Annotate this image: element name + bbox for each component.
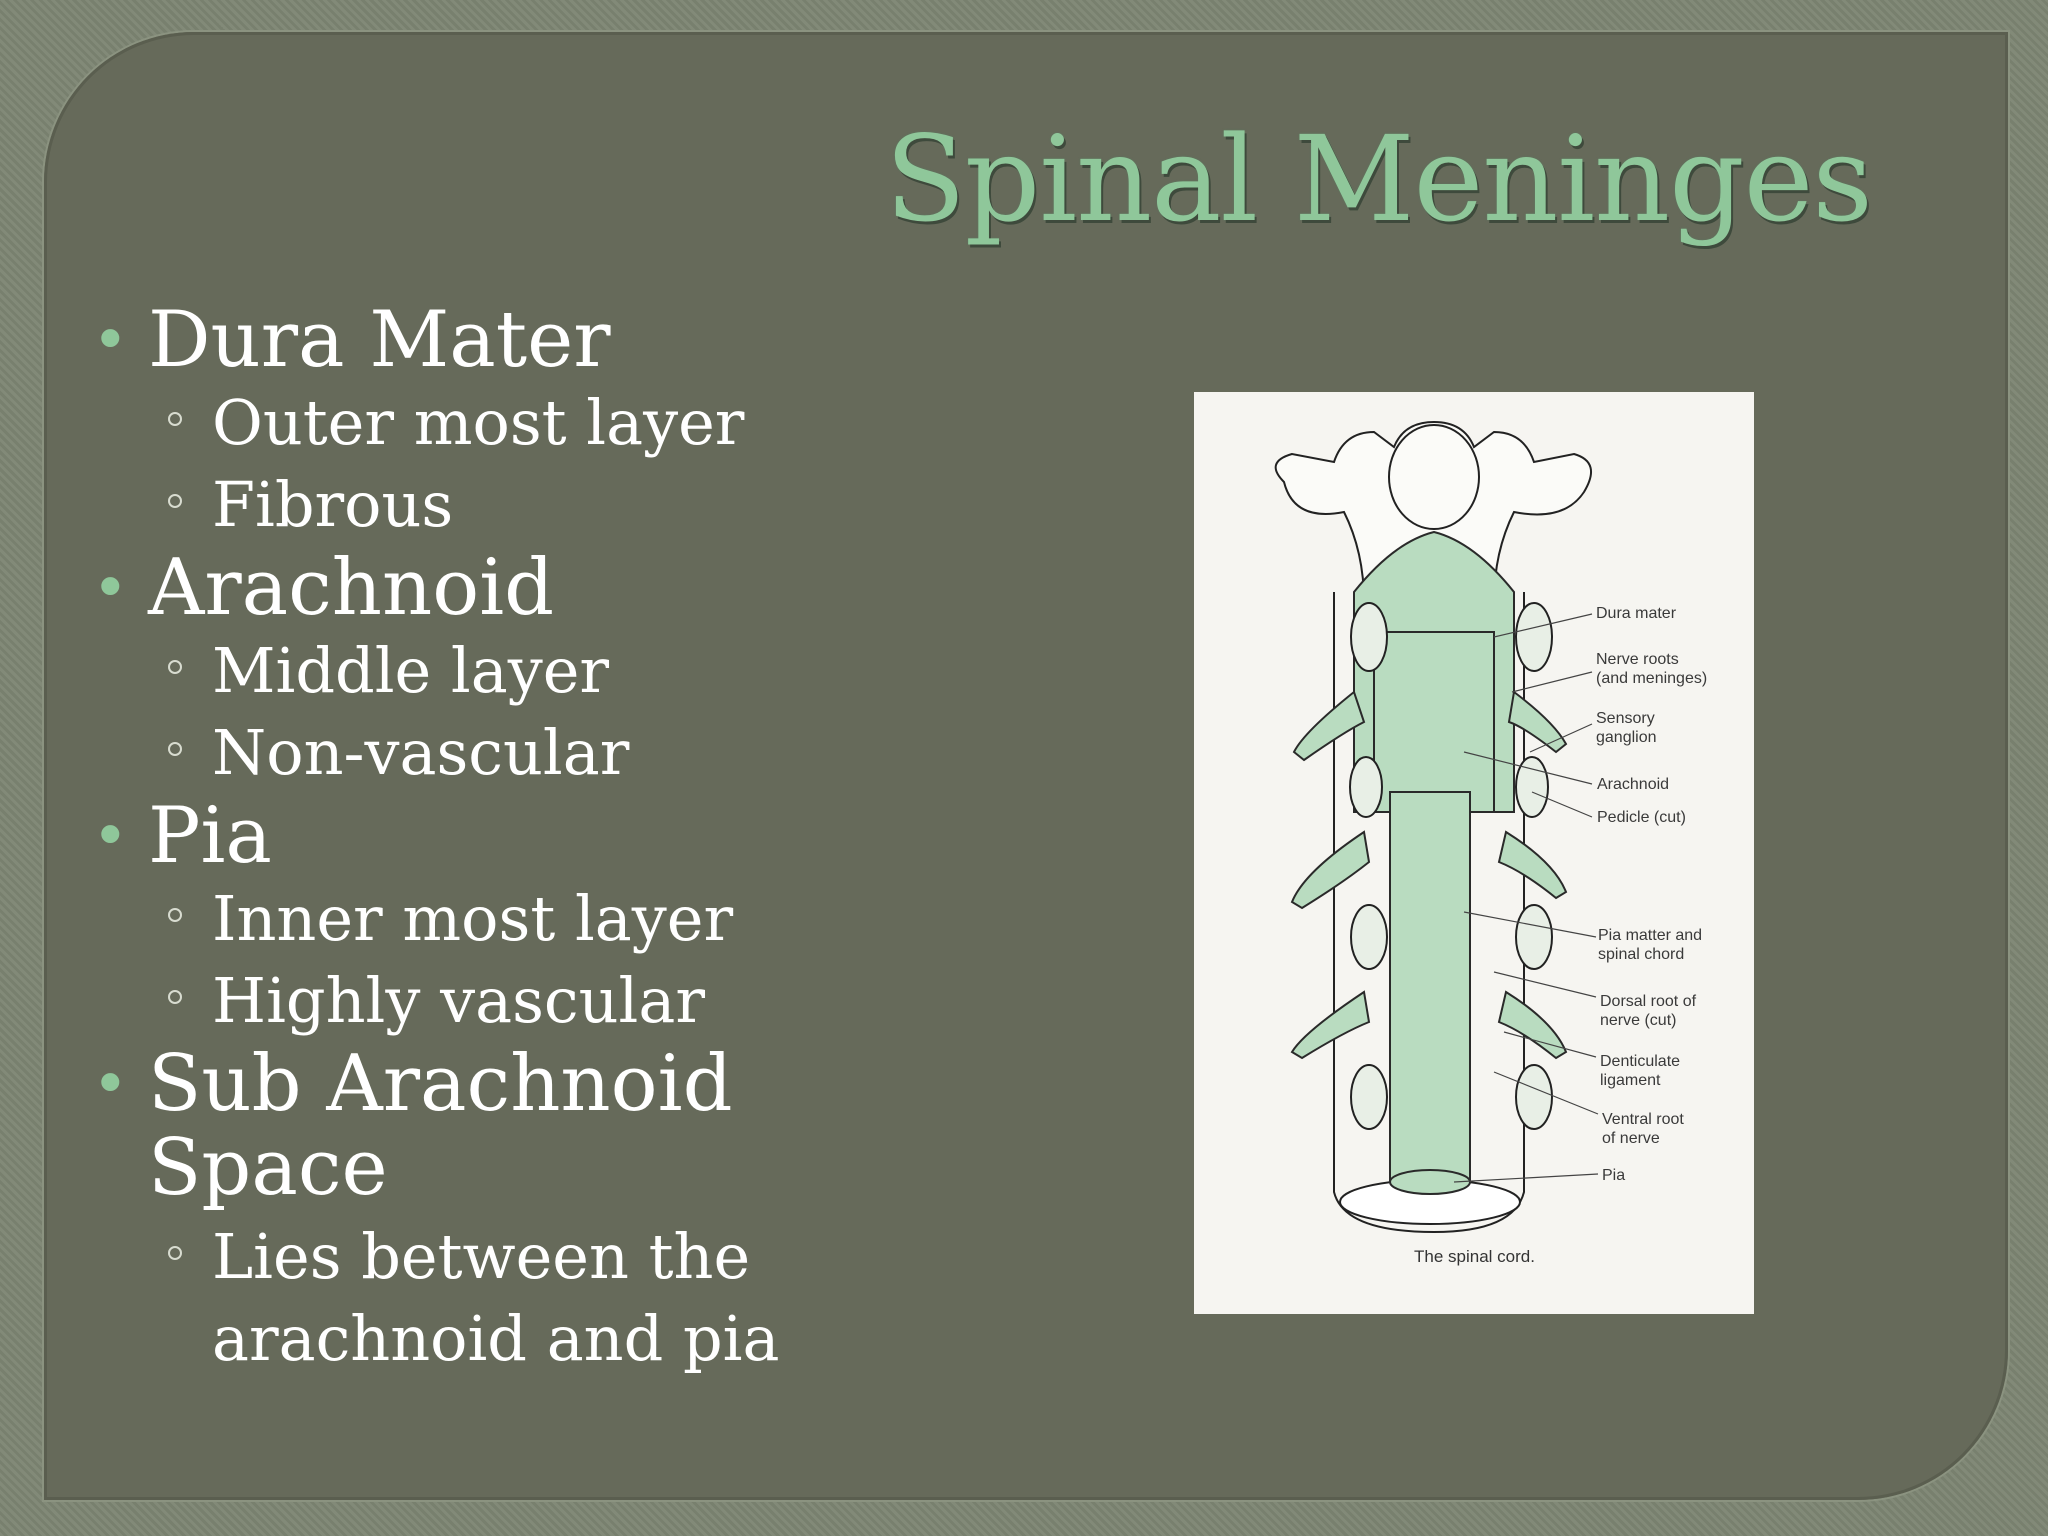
sub-bullet-text: Non-vascular — [212, 716, 630, 789]
bullet-list — [92, 295, 892, 1380]
sub-bullet — [92, 382, 892, 464]
ring-bullet-icon — [168, 494, 182, 508]
bullet-text: Pia — [148, 791, 272, 881]
sub-bullet-text: Outer most layer — [212, 386, 745, 459]
bullet-text: Arachnoid — [148, 543, 555, 633]
slide-title: Spinal Meninges — [884, 110, 1872, 248]
sub-bullet — [92, 630, 892, 712]
ring-bullet-icon — [168, 908, 182, 922]
bullet-dot-icon: • — [92, 303, 129, 376]
bullet-dot-icon: • — [92, 551, 129, 624]
diagram-svg — [1194, 392, 1754, 1314]
label-denticulate-ligament: ligament — [1600, 1072, 1661, 1089]
label-pia-spinal-cord: spinal chord — [1598, 946, 1685, 963]
label-nerve-roots: Nerve roots — [1596, 651, 1679, 668]
label-dorsal-root: nerve (cut) — [1600, 1012, 1677, 1029]
bullet-arachnoid — [92, 543, 892, 633]
sub-bullet — [92, 1216, 812, 1380]
label-pia-spinal-cord: Pia matter and — [1598, 927, 1703, 944]
sub-bullet-text: Inner most layer — [212, 882, 734, 955]
label-ventral-root: Ventral root — [1602, 1111, 1684, 1128]
label-sensory-ganglion: ganglion — [1596, 729, 1657, 746]
bullet-dura-mater — [92, 295, 892, 385]
ring-bullet-icon — [168, 742, 182, 756]
label-nerve-roots: (and meninges) — [1596, 670, 1708, 687]
ring-bullet-icon — [168, 412, 182, 426]
label-dura-mater: Dura mater — [1596, 605, 1677, 622]
bullet-dot-icon: • — [92, 799, 129, 872]
label-denticulate-ligament: Denticulate — [1600, 1053, 1681, 1070]
bullet-pia — [92, 791, 892, 881]
ring-bullet-icon — [168, 660, 182, 674]
label-dorsal-root: Dorsal root of — [1600, 993, 1697, 1010]
label-pedicle: Pedicle (cut) — [1597, 809, 1686, 826]
bullet-dot-icon: • — [92, 1047, 129, 1120]
figure-caption: The spinal cord. — [1414, 1247, 1535, 1266]
sub-bullet — [92, 960, 892, 1042]
label-sensory-ganglion: Sensory — [1596, 710, 1655, 727]
bullet-sub-arachnoid-space — [92, 1039, 868, 1213]
bullet-text: Sub Arachnoid Space — [148, 1039, 733, 1213]
sub-bullet — [92, 878, 892, 960]
sub-bullet-text: Highly vascular — [212, 964, 705, 1037]
ring-bullet-icon — [168, 990, 182, 1004]
ring-bullet-icon — [168, 1246, 182, 1260]
label-arachnoid: Arachnoid — [1597, 776, 1670, 793]
bullet-text: Dura Mater — [148, 295, 611, 385]
sub-bullet-text: Middle layer — [212, 634, 610, 707]
spinal-cord-diagram — [1194, 392, 1754, 1314]
label-ventral-root: of nerve — [1602, 1130, 1660, 1147]
sub-bullet — [92, 464, 892, 546]
sub-bullet — [92, 712, 892, 794]
label-pia: Pia — [1602, 1167, 1626, 1184]
sub-bullet-text: Fibrous — [212, 468, 454, 541]
sub-bullet-text: Lies between the arachnoid and pia — [212, 1220, 780, 1375]
